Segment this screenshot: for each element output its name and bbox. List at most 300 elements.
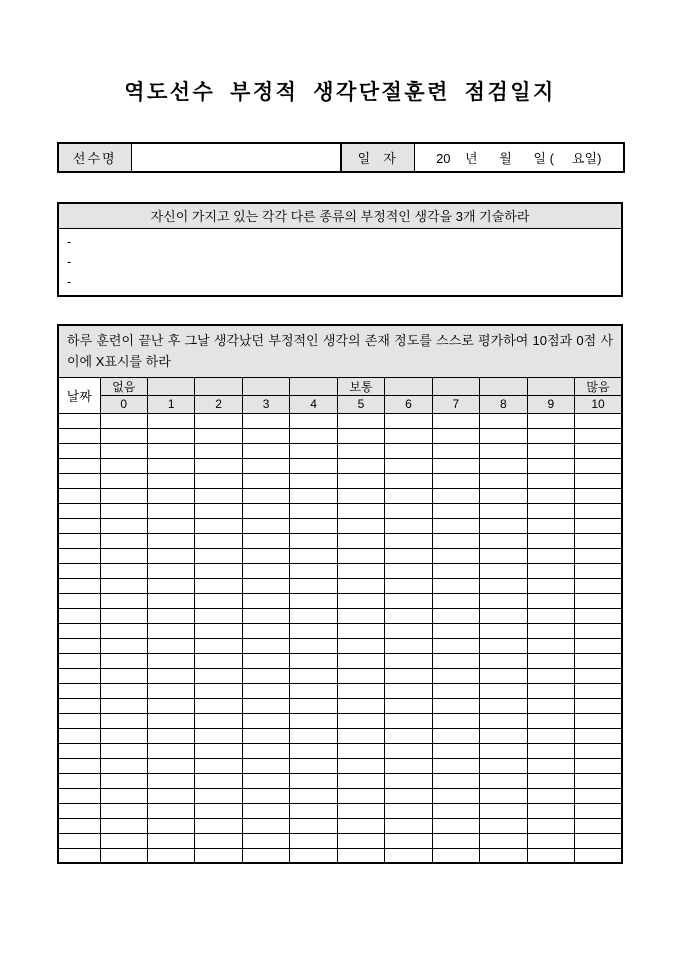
score-cell-10[interactable] — [575, 728, 622, 743]
score-cell-6[interactable] — [385, 578, 432, 593]
score-cell-3[interactable] — [242, 713, 289, 728]
score-cell-2[interactable] — [195, 608, 242, 623]
score-cell-2[interactable] — [195, 563, 242, 578]
score-cell-0[interactable] — [100, 848, 147, 863]
score-cell-3[interactable] — [242, 803, 289, 818]
score-cell-3[interactable] — [242, 758, 289, 773]
score-cell-5[interactable] — [337, 638, 384, 653]
score-cell-2[interactable] — [195, 788, 242, 803]
score-cell-5[interactable] — [337, 773, 384, 788]
date-cell[interactable] — [58, 473, 100, 488]
score-cell-0[interactable] — [100, 623, 147, 638]
score-cell-2[interactable] — [195, 548, 242, 563]
score-cell-3[interactable] — [242, 683, 289, 698]
score-cell-7[interactable] — [432, 413, 479, 428]
score-cell-8[interactable] — [480, 833, 527, 848]
date-cell[interactable] — [58, 818, 100, 833]
score-cell-5[interactable] — [337, 683, 384, 698]
score-cell-9[interactable] — [527, 773, 574, 788]
score-cell-9[interactable] — [527, 713, 574, 728]
score-cell-9[interactable] — [527, 563, 574, 578]
score-cell-8[interactable] — [480, 533, 527, 548]
score-cell-10[interactable] — [575, 623, 622, 638]
score-cell-3[interactable] — [242, 503, 289, 518]
score-cell-3[interactable] — [242, 548, 289, 563]
score-cell-6[interactable] — [385, 488, 432, 503]
score-cell-5[interactable] — [337, 503, 384, 518]
score-cell-8[interactable] — [480, 548, 527, 563]
score-cell-6[interactable] — [385, 428, 432, 443]
score-cell-4[interactable] — [290, 668, 337, 683]
score-cell-1[interactable] — [147, 548, 194, 563]
score-cell-7[interactable] — [432, 848, 479, 863]
score-cell-1[interactable] — [147, 698, 194, 713]
score-cell-0[interactable] — [100, 743, 147, 758]
score-cell-10[interactable] — [575, 833, 622, 848]
score-cell-4[interactable] — [290, 848, 337, 863]
score-cell-5[interactable] — [337, 563, 384, 578]
score-cell-7[interactable] — [432, 698, 479, 713]
score-cell-5[interactable] — [337, 608, 384, 623]
score-cell-8[interactable] — [480, 458, 527, 473]
score-cell-8[interactable] — [480, 683, 527, 698]
score-cell-6[interactable] — [385, 728, 432, 743]
score-cell-7[interactable] — [432, 593, 479, 608]
score-cell-3[interactable] — [242, 833, 289, 848]
score-cell-10[interactable] — [575, 473, 622, 488]
score-cell-3[interactable] — [242, 578, 289, 593]
score-cell-1[interactable] — [147, 533, 194, 548]
score-cell-9[interactable] — [527, 848, 574, 863]
score-cell-4[interactable] — [290, 713, 337, 728]
score-cell-7[interactable] — [432, 773, 479, 788]
score-cell-8[interactable] — [480, 503, 527, 518]
score-cell-5[interactable] — [337, 698, 384, 713]
score-cell-2[interactable] — [195, 638, 242, 653]
score-cell-5[interactable] — [337, 488, 384, 503]
score-cell-0[interactable] — [100, 773, 147, 788]
date-cell[interactable] — [58, 653, 100, 668]
score-cell-9[interactable] — [527, 428, 574, 443]
date-cell[interactable] — [58, 848, 100, 863]
score-cell-3[interactable] — [242, 623, 289, 638]
score-cell-1[interactable] — [147, 653, 194, 668]
score-cell-0[interactable] — [100, 473, 147, 488]
score-cell-10[interactable] — [575, 428, 622, 443]
score-cell-8[interactable] — [480, 563, 527, 578]
score-cell-1[interactable] — [147, 773, 194, 788]
score-cell-10[interactable] — [575, 818, 622, 833]
score-cell-9[interactable] — [527, 683, 574, 698]
score-cell-1[interactable] — [147, 563, 194, 578]
score-cell-3[interactable] — [242, 488, 289, 503]
score-cell-8[interactable] — [480, 473, 527, 488]
score-cell-4[interactable] — [290, 593, 337, 608]
score-cell-7[interactable] — [432, 638, 479, 653]
score-cell-4[interactable] — [290, 833, 337, 848]
score-cell-0[interactable] — [100, 698, 147, 713]
score-cell-0[interactable] — [100, 533, 147, 548]
score-cell-1[interactable] — [147, 488, 194, 503]
score-cell-9[interactable] — [527, 818, 574, 833]
score-cell-7[interactable] — [432, 533, 479, 548]
score-cell-3[interactable] — [242, 773, 289, 788]
score-cell-7[interactable] — [432, 503, 479, 518]
score-cell-9[interactable] — [527, 608, 574, 623]
score-cell-10[interactable] — [575, 413, 622, 428]
score-cell-0[interactable] — [100, 518, 147, 533]
score-cell-10[interactable] — [575, 788, 622, 803]
score-cell-0[interactable] — [100, 758, 147, 773]
score-cell-3[interactable] — [242, 518, 289, 533]
score-cell-6[interactable] — [385, 818, 432, 833]
score-cell-10[interactable] — [575, 608, 622, 623]
thought-line-1[interactable]: - — [67, 233, 72, 249]
score-cell-3[interactable] — [242, 473, 289, 488]
score-cell-8[interactable] — [480, 668, 527, 683]
score-cell-4[interactable] — [290, 653, 337, 668]
score-cell-0[interactable] — [100, 593, 147, 608]
score-cell-6[interactable] — [385, 788, 432, 803]
score-cell-6[interactable] — [385, 638, 432, 653]
score-cell-8[interactable] — [480, 728, 527, 743]
date-cell[interactable] — [58, 803, 100, 818]
score-cell-9[interactable] — [527, 788, 574, 803]
date-cell[interactable] — [58, 548, 100, 563]
score-cell-6[interactable] — [385, 608, 432, 623]
score-cell-1[interactable] — [147, 593, 194, 608]
score-cell-0[interactable] — [100, 563, 147, 578]
score-cell-10[interactable] — [575, 638, 622, 653]
score-cell-5[interactable] — [337, 803, 384, 818]
score-cell-2[interactable] — [195, 653, 242, 668]
score-cell-5[interactable] — [337, 668, 384, 683]
score-cell-9[interactable] — [527, 473, 574, 488]
score-cell-6[interactable] — [385, 548, 432, 563]
score-cell-2[interactable] — [195, 773, 242, 788]
score-cell-8[interactable] — [480, 638, 527, 653]
score-cell-0[interactable] — [100, 608, 147, 623]
score-cell-3[interactable] — [242, 413, 289, 428]
date-cell[interactable] — [58, 443, 100, 458]
score-cell-10[interactable] — [575, 803, 622, 818]
score-cell-10[interactable] — [575, 653, 622, 668]
score-cell-8[interactable] — [480, 818, 527, 833]
score-cell-8[interactable] — [480, 803, 527, 818]
score-cell-10[interactable] — [575, 518, 622, 533]
score-cell-6[interactable] — [385, 758, 432, 773]
score-cell-9[interactable] — [527, 833, 574, 848]
score-cell-8[interactable] — [480, 758, 527, 773]
score-cell-4[interactable] — [290, 803, 337, 818]
score-cell-7[interactable] — [432, 728, 479, 743]
score-cell-2[interactable] — [195, 503, 242, 518]
score-cell-10[interactable] — [575, 713, 622, 728]
score-cell-9[interactable] — [527, 548, 574, 563]
score-cell-1[interactable] — [147, 668, 194, 683]
score-cell-9[interactable] — [527, 503, 574, 518]
score-cell-1[interactable] — [147, 623, 194, 638]
thought-line-3[interactable]: - — [67, 273, 72, 289]
score-cell-9[interactable] — [527, 593, 574, 608]
score-cell-3[interactable] — [242, 743, 289, 758]
score-cell-8[interactable] — [480, 443, 527, 458]
score-cell-4[interactable] — [290, 758, 337, 773]
score-cell-10[interactable] — [575, 848, 622, 863]
score-cell-0[interactable] — [100, 413, 147, 428]
score-cell-6[interactable] — [385, 683, 432, 698]
date-cell[interactable] — [58, 758, 100, 773]
score-cell-9[interactable] — [527, 443, 574, 458]
score-cell-0[interactable] — [100, 458, 147, 473]
score-cell-2[interactable] — [195, 458, 242, 473]
score-cell-4[interactable] — [290, 443, 337, 458]
score-cell-2[interactable] — [195, 758, 242, 773]
score-cell-5[interactable] — [337, 413, 384, 428]
score-cell-0[interactable] — [100, 428, 147, 443]
score-cell-2[interactable] — [195, 593, 242, 608]
score-cell-1[interactable] — [147, 503, 194, 518]
score-cell-6[interactable] — [385, 623, 432, 638]
date-cell[interactable] — [58, 533, 100, 548]
score-cell-9[interactable] — [527, 458, 574, 473]
score-cell-2[interactable] — [195, 533, 242, 548]
score-cell-2[interactable] — [195, 818, 242, 833]
score-cell-5[interactable] — [337, 428, 384, 443]
score-cell-0[interactable] — [100, 638, 147, 653]
score-cell-1[interactable] — [147, 443, 194, 458]
score-cell-4[interactable] — [290, 743, 337, 758]
score-cell-2[interactable] — [195, 848, 242, 863]
score-cell-10[interactable] — [575, 758, 622, 773]
score-cell-2[interactable] — [195, 428, 242, 443]
score-cell-6[interactable] — [385, 473, 432, 488]
score-cell-4[interactable] — [290, 728, 337, 743]
player-name-field[interactable] — [131, 143, 341, 172]
score-cell-2[interactable] — [195, 713, 242, 728]
score-cell-7[interactable] — [432, 758, 479, 773]
score-cell-8[interactable] — [480, 653, 527, 668]
score-cell-4[interactable] — [290, 428, 337, 443]
score-cell-4[interactable] — [290, 683, 337, 698]
date-cell[interactable] — [58, 833, 100, 848]
score-cell-7[interactable] — [432, 608, 479, 623]
score-cell-6[interactable] — [385, 848, 432, 863]
score-cell-0[interactable] — [100, 443, 147, 458]
score-cell-6[interactable] — [385, 413, 432, 428]
score-cell-7[interactable] — [432, 443, 479, 458]
date-cell[interactable] — [58, 743, 100, 758]
score-cell-9[interactable] — [527, 413, 574, 428]
score-cell-10[interactable] — [575, 698, 622, 713]
score-cell-4[interactable] — [290, 413, 337, 428]
score-cell-0[interactable] — [100, 653, 147, 668]
score-cell-6[interactable] — [385, 443, 432, 458]
score-cell-8[interactable] — [480, 518, 527, 533]
date-cell[interactable] — [58, 578, 100, 593]
score-cell-7[interactable] — [432, 713, 479, 728]
score-cell-2[interactable] — [195, 803, 242, 818]
score-cell-3[interactable] — [242, 443, 289, 458]
score-cell-8[interactable] — [480, 413, 527, 428]
score-cell-2[interactable] — [195, 623, 242, 638]
score-cell-9[interactable] — [527, 668, 574, 683]
score-cell-6[interactable] — [385, 833, 432, 848]
date-cell[interactable] — [58, 623, 100, 638]
score-cell-6[interactable] — [385, 563, 432, 578]
score-cell-9[interactable] — [527, 653, 574, 668]
score-cell-1[interactable] — [147, 473, 194, 488]
score-cell-1[interactable] — [147, 578, 194, 593]
date-cell[interactable] — [58, 428, 100, 443]
date-cell[interactable] — [58, 788, 100, 803]
score-cell-5[interactable] — [337, 593, 384, 608]
score-cell-3[interactable] — [242, 653, 289, 668]
thoughts-body[interactable] — [58, 228, 622, 296]
score-cell-7[interactable] — [432, 743, 479, 758]
score-cell-6[interactable] — [385, 713, 432, 728]
score-cell-4[interactable] — [290, 458, 337, 473]
score-cell-5[interactable] — [337, 788, 384, 803]
score-cell-6[interactable] — [385, 668, 432, 683]
score-cell-4[interactable] — [290, 578, 337, 593]
score-cell-7[interactable] — [432, 653, 479, 668]
score-cell-9[interactable] — [527, 578, 574, 593]
score-cell-5[interactable] — [337, 818, 384, 833]
score-cell-8[interactable] — [480, 578, 527, 593]
score-cell-1[interactable] — [147, 758, 194, 773]
score-cell-0[interactable] — [100, 728, 147, 743]
score-cell-7[interactable] — [432, 683, 479, 698]
score-cell-8[interactable] — [480, 428, 527, 443]
score-cell-1[interactable] — [147, 818, 194, 833]
score-cell-5[interactable] — [337, 848, 384, 863]
score-cell-3[interactable] — [242, 563, 289, 578]
score-cell-2[interactable] — [195, 443, 242, 458]
score-cell-3[interactable] — [242, 788, 289, 803]
date-cell[interactable] — [58, 458, 100, 473]
score-cell-5[interactable] — [337, 833, 384, 848]
score-cell-0[interactable] — [100, 548, 147, 563]
score-cell-3[interactable] — [242, 533, 289, 548]
score-cell-9[interactable] — [527, 638, 574, 653]
score-cell-0[interactable] — [100, 578, 147, 593]
score-cell-10[interactable] — [575, 593, 622, 608]
date-cell[interactable] — [58, 563, 100, 578]
score-cell-3[interactable] — [242, 848, 289, 863]
score-cell-6[interactable] — [385, 773, 432, 788]
score-cell-6[interactable] — [385, 698, 432, 713]
score-cell-8[interactable] — [480, 488, 527, 503]
date-cell[interactable] — [58, 503, 100, 518]
score-cell-1[interactable] — [147, 458, 194, 473]
score-cell-1[interactable] — [147, 608, 194, 623]
score-cell-8[interactable] — [480, 773, 527, 788]
score-cell-1[interactable] — [147, 638, 194, 653]
score-cell-4[interactable] — [290, 698, 337, 713]
score-cell-3[interactable] — [242, 668, 289, 683]
score-cell-7[interactable] — [432, 788, 479, 803]
score-cell-3[interactable] — [242, 818, 289, 833]
score-cell-9[interactable] — [527, 518, 574, 533]
score-cell-5[interactable] — [337, 623, 384, 638]
score-cell-8[interactable] — [480, 593, 527, 608]
score-cell-4[interactable] — [290, 608, 337, 623]
score-cell-1[interactable] — [147, 428, 194, 443]
score-cell-4[interactable] — [290, 623, 337, 638]
score-cell-1[interactable] — [147, 413, 194, 428]
date-cell[interactable] — [58, 683, 100, 698]
score-cell-6[interactable] — [385, 743, 432, 758]
score-cell-6[interactable] — [385, 503, 432, 518]
score-cell-6[interactable] — [385, 593, 432, 608]
score-cell-2[interactable] — [195, 698, 242, 713]
score-cell-3[interactable] — [242, 728, 289, 743]
score-cell-8[interactable] — [480, 848, 527, 863]
date-cell[interactable] — [58, 518, 100, 533]
date-cell[interactable] — [58, 773, 100, 788]
score-cell-9[interactable] — [527, 758, 574, 773]
date-cell[interactable] — [58, 698, 100, 713]
score-cell-5[interactable] — [337, 758, 384, 773]
score-cell-3[interactable] — [242, 593, 289, 608]
score-cell-4[interactable] — [290, 488, 337, 503]
date-cell[interactable] — [58, 728, 100, 743]
score-cell-7[interactable] — [432, 623, 479, 638]
date-cell[interactable] — [58, 713, 100, 728]
score-cell-7[interactable] — [432, 488, 479, 503]
score-cell-7[interactable] — [432, 563, 479, 578]
score-cell-7[interactable] — [432, 548, 479, 563]
score-cell-5[interactable] — [337, 443, 384, 458]
score-cell-4[interactable] — [290, 503, 337, 518]
score-cell-7[interactable] — [432, 518, 479, 533]
score-cell-8[interactable] — [480, 698, 527, 713]
score-cell-5[interactable] — [337, 578, 384, 593]
score-cell-4[interactable] — [290, 473, 337, 488]
score-cell-6[interactable] — [385, 518, 432, 533]
score-cell-5[interactable] — [337, 533, 384, 548]
score-cell-5[interactable] — [337, 473, 384, 488]
score-cell-10[interactable] — [575, 563, 622, 578]
date-cell[interactable] — [58, 668, 100, 683]
score-cell-7[interactable] — [432, 458, 479, 473]
date-cell[interactable] — [58, 608, 100, 623]
score-cell-1[interactable] — [147, 833, 194, 848]
score-cell-0[interactable] — [100, 683, 147, 698]
score-cell-2[interactable] — [195, 488, 242, 503]
score-cell-2[interactable] — [195, 683, 242, 698]
score-cell-10[interactable] — [575, 533, 622, 548]
score-cell-0[interactable] — [100, 503, 147, 518]
score-cell-9[interactable] — [527, 743, 574, 758]
score-cell-7[interactable] — [432, 428, 479, 443]
score-cell-5[interactable] — [337, 728, 384, 743]
score-cell-7[interactable] — [432, 578, 479, 593]
score-cell-6[interactable] — [385, 458, 432, 473]
score-cell-8[interactable] — [480, 743, 527, 758]
date-field[interactable]: 20 년 월 일 ( 요일) — [414, 143, 624, 172]
score-cell-10[interactable] — [575, 743, 622, 758]
score-cell-2[interactable] — [195, 473, 242, 488]
score-cell-7[interactable] — [432, 803, 479, 818]
score-cell-5[interactable] — [337, 458, 384, 473]
score-cell-2[interactable] — [195, 518, 242, 533]
date-cell[interactable] — [58, 593, 100, 608]
score-cell-9[interactable] — [527, 803, 574, 818]
score-cell-10[interactable] — [575, 683, 622, 698]
score-cell-4[interactable] — [290, 818, 337, 833]
